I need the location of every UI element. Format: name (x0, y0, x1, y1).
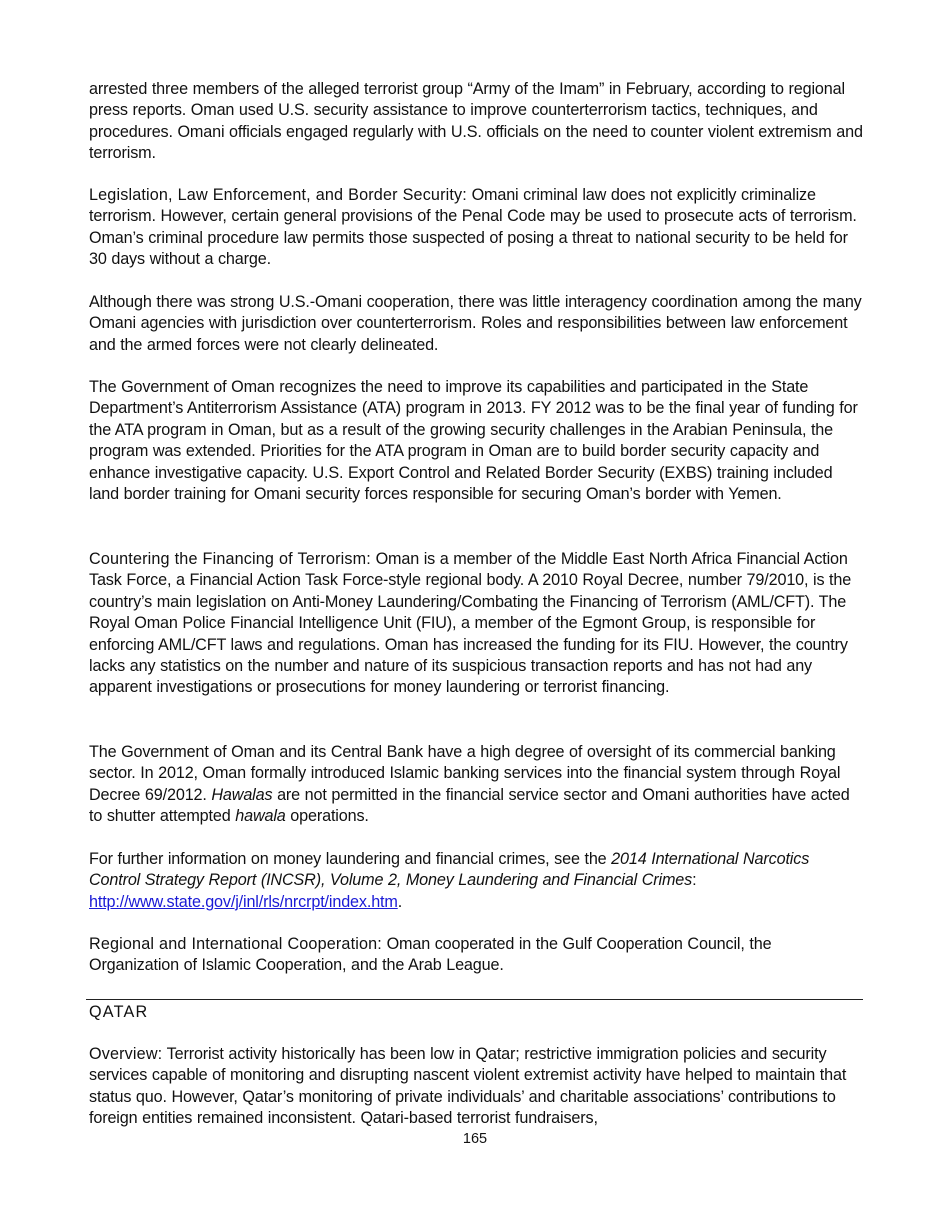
paragraph-regional-cooperation (89, 934, 864, 977)
central-bank-text-1: The Government of Oman and its Central Bank have a high degree of oversight of its commercial banking sector. In 2012, Oman formally introduced Islamic banking services into the financial system through Royal Decree 69/2012. (89, 743, 841, 804)
further-info-colon: : (692, 871, 697, 890)
hawalas-term: Hawalas (211, 785, 273, 804)
paragraph-legislation (89, 185, 864, 271)
heading-regional-cooperation: Regional and International Cooperation: (89, 935, 382, 953)
paragraph-central-bank (89, 742, 864, 828)
heading-legislation: Legislation, Law Enforcement, and Border Security: (89, 186, 467, 204)
section-divider (86, 999, 863, 1000)
further-info-text: For further information on money laundering and financial crimes, see the (89, 850, 612, 868)
paragraph-oman-arrests: arrested three members of the alleged terrorist group “Army of the Imam” in February, according to regional press reports. Oman used U.S. security assistance to improve counterterrorism tactics, techniques, and procedures. Omani officials engaged regularly with U.S. officials on the need to counter violent extremism and terrorism. (89, 80, 863, 163)
paragraph-further-info (89, 849, 864, 913)
heading-overview: Overview: (89, 1045, 163, 1063)
further-info-end: . (397, 892, 403, 911)
regional-cooperation-body: Oman cooperated in the Gulf Cooperation Council, the Organization of Islamic Cooperation, and the Arab League. (89, 935, 772, 975)
overview-body: Terrorist activity historically has been low in Qatar; restrictive immigration policies and security services capable of monitoring and disrupting nascent violent extremist activity have helped to maintain that status quo. However, Qatar’s monitoring of private individuals’ and charitable associations’ contributions to foreign entities remained inconsistent. Qatari-based terrorist fundraisers, (89, 1045, 847, 1128)
paragraph-interagency: Although there was strong U.S.-Omani cooperation, there was little interagency coordination among the many Omani agencies with jurisdiction over counterterrorism. Roles and responsibilities between law enforcement and the armed forces were not clearly delineated. (89, 293, 862, 354)
paragraph-qatar-overview (89, 1044, 864, 1130)
cft-body: Oman is a member of the Middle East North Africa Financial Action Task Force, a Financial Action Task Force-style regional body. A 2010 Royal Decree, number 79/2010, is the country’s main legislation on Anti-Money Laundering/Combating the Financing of Terrorism (AML/CFT). The Royal Oman Police Financial Intelligence Unit (FIU), a member of the Egmont Group, is responsible for enforcing AML/CFT laws and regulations. Oman has increased the funding for its FIU. However, the country lacks any statistics on the number and nature of its suspicious transaction reports and has not had any apparent investigations or prosecutions for money laundering or terrorist financing. (89, 550, 852, 697)
section-title-qatar: QATAR (89, 1003, 149, 1021)
central-bank-text-2: are not permitted in the financial service sector and Omani authorities have acted to shutter attempted (89, 785, 850, 826)
page-number: 165 (462, 1131, 488, 1147)
heading-cft: Countering the Financing of Terrorism: (89, 550, 371, 568)
legislation-body: Omani criminal law does not explicitly criminalize terrorism. However, certain general provisions of the Penal Code may be used to prosecute acts of terrorism. Oman’s criminal procedure law permits those suspected of posing a threat to national security to be held for 30 days without a charge. (89, 186, 857, 269)
paragraph-ata-program: The Government of Oman recognizes the need to improve its capabilities and participated in the State Department’s Antiterrorism Assistance (ATA) program in 2013. FY 2012 was to be the final year of funding for the ATA program in Oman, but as a result of the growing security challenges in the Arabian Peninsula, the program was extended. Priorities for the ATA program in Oman are to build border security capacity and enhance investigative capacity. U.S. Export Control and Related Border Security (EXBS) training included land border training for Omani security forces responsible for securing Oman’s border with Yemen. (89, 378, 858, 504)
paragraph-cft (89, 549, 864, 699)
incsr-link[interactable]: http://www.state.gov/j/inl/rls/nrcrpt/index.htm (89, 892, 398, 911)
hawala-term: hawala (235, 807, 286, 826)
incsr-report-title: 2014 International Narcotics Control Strategy Report (INCSR), Volume 2, Money Laundering and Financial Crimes (89, 850, 810, 890)
central-bank-text-3: operations. (285, 807, 369, 826)
